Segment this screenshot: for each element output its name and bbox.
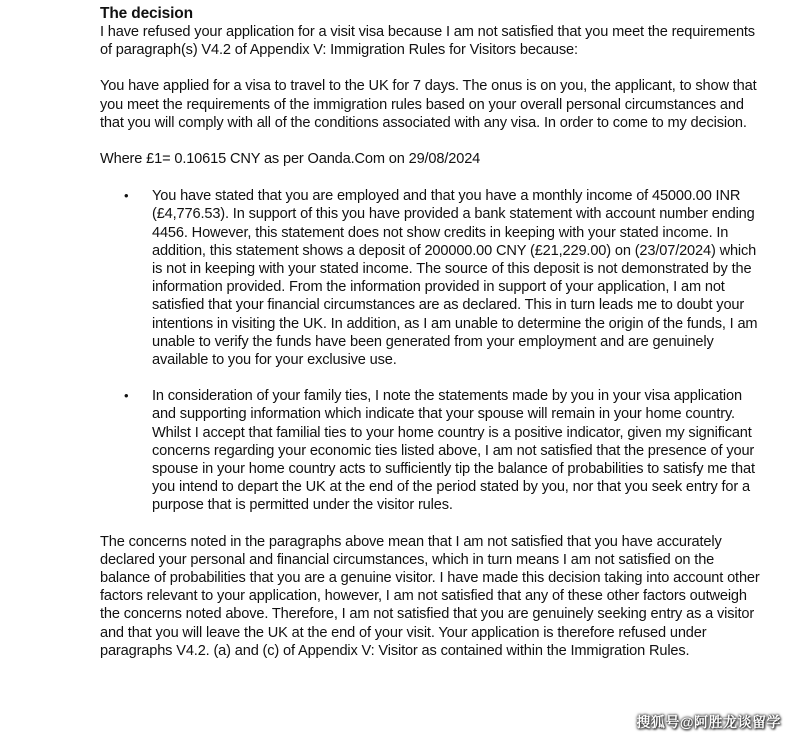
spacer	[100, 132, 760, 150]
bullet-icon: •	[124, 188, 129, 204]
reason-text: You have stated that you are employed and that you have a monthly income of 45000.00 INR (£4,776.53). In support of this you have provided a bank statement with account number ending 4456. However, this statement does not show credits in keeping with your stated income. In addition, this statement shows a deposit of 200000.00 CNY (£21,229.00) on (23/07/2024) which is not in keeping with your stated income. The source of this deposit is not demonstrated by the information provided. From the information provided in support of your application, I am not satisfied that your financial circumstances are as declared. This in turn leads me to doubt your intentions in visiting the UK. In addition, as I am unable to determine the origin of the funds, I am unable to verify the funds have been generated from your employment and are genuinely available to you for your exclusive use.	[152, 188, 758, 369]
list-item	[100, 187, 760, 369]
reason-text: In consideration of your family ties, I note the statements made by you in your visa application and supporting information which indicate that your spouse will remain in your home country. Whilst I accept that familial ties to your home country is a positive indicator, given my significant concerns regarding your economic ties listed above, I am not satisfied that the presence of your spouse in your home country acts to sufficiently tip the balance of probabilities to satisfy me that you intend to depart the UK at the end of the period stated by you, nor that you seek entry for a purpose that is permitted under the visitor rules.	[152, 388, 755, 514]
intro-paragraph: I have refused your application for a visit visa because I am not satisfied that you meet the requirements of paragraph(s) V4.2 of Appendix V: Immigration Rules for Visitors because:	[100, 24, 755, 59]
exchange-rate-line: Where £1= 0.10615 CNY as per Oanda.Com on 29/08/2024	[100, 151, 481, 168]
page-title: The decision	[100, 5, 193, 22]
onus-paragraph: You have applied for a visa to travel to the UK for 7 days. The onus is on you, the applicant, to show that you meet the requirements of the immigration rules based on your overall personal circumstances and that you will comply with all of the conditions associated with any visa. In order to come to my decision.	[100, 78, 757, 131]
bullet-icon: •	[124, 388, 129, 404]
decision-document	[100, 5, 760, 660]
reasons-list	[100, 187, 760, 514]
closing-paragraph: The concerns noted in the paragraphs above mean that I am not satisfied that you have accurately declared your personal and financial circumstances, which in turn means I am not satisfied on the balance of probabilities that you are a genuine visitor. I have made this decision taking into account other factors relevant to your application, however, I am not satisfied that any of these other factors outweigh the concerns noted above. Therefore, I am not satisfied that you are genuinely seeking entry as a visitor and that you will leave the UK at the end of your visit. Your application is therefore refused under paragraphs V4.2. (a) and (c) of Appendix V: Visitor as contained within the Immigration Rules.	[100, 533, 760, 659]
list-item	[100, 387, 760, 514]
spacer	[100, 59, 760, 77]
watermark: 搜狐号@阿胜龙谈留学	[636, 714, 781, 730]
